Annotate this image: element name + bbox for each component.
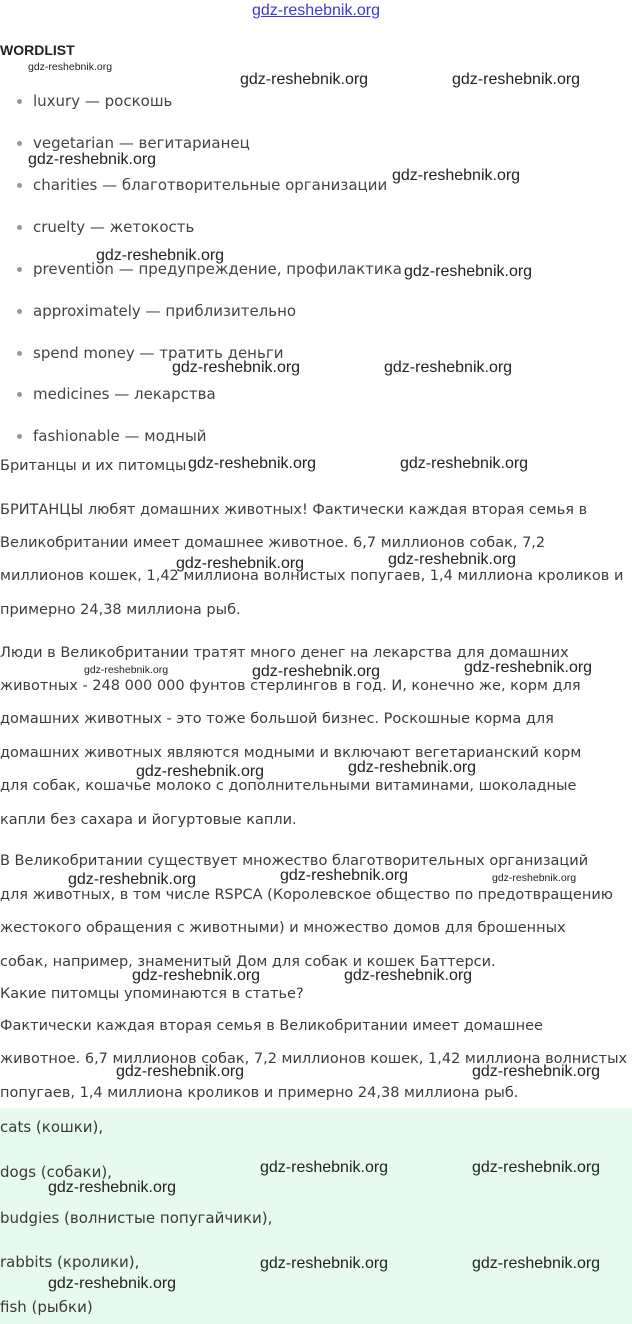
bullet-icon [17, 351, 22, 356]
article-title: Британцы и их питомцы [0, 458, 187, 474]
watermark: gdz-reshebnik.org [452, 71, 581, 88]
wordlist-item-text: charities — благотворительные организации [33, 176, 388, 194]
watermark: gdz-reshebnik.org [392, 167, 521, 184]
article-line: для собак, кошачье молоко с дополнительными витаминами, шоколадные [0, 778, 577, 794]
bullet-icon [17, 99, 22, 104]
article-line: капли без сахара и йогуртовые капли. [0, 812, 297, 828]
watermark: gdz-reshebnik.org [240, 71, 369, 88]
pet-item: budgies (волнистые попугайчики), [0, 1209, 273, 1227]
article-line: БРИТАНЦЫ любят домашних животных! Фактически каждая вторая семья в [0, 502, 588, 518]
answer-line: Фактически каждая вторая семья в Великобритании имеет домашнее [0, 1018, 543, 1034]
wordlist-item [17, 427, 207, 445]
watermark: gdz-reshebnik.org [348, 759, 477, 776]
article-line: для животных, в том числе RSPCA (Королевское общество по предотвращению [0, 887, 613, 903]
article-line: жестокого обращения с животными) и множество домов для брошенных [0, 920, 566, 936]
watermark: gdz-reshebnik.org [28, 151, 157, 168]
wordlist-item [17, 92, 172, 110]
article-line: домашних животных - это тоже большой бизнес. Роскошные корма для [0, 711, 554, 727]
watermark: gdz-reshebnik.org [84, 664, 169, 676]
watermark: gdz-reshebnik.org [136, 763, 265, 780]
pet-item: fish (рыбки) [0, 1298, 93, 1316]
watermark: gdz-reshebnik.org [48, 1179, 177, 1196]
wordlist-item [17, 385, 216, 403]
wordlist-item [17, 302, 296, 320]
watermark: gdz-reshebnik.org [384, 359, 513, 376]
watermark: gdz-reshebnik.org [492, 872, 577, 884]
article-line: миллионов кошек, 1,42 миллиона волнистых попугаев, 1,4 миллиона кроликов и [0, 568, 624, 584]
watermark: gdz-reshebnik.org [472, 1159, 601, 1176]
watermark: gdz-reshebnik.org [116, 1063, 245, 1080]
answer-line: попугаев, 1,4 миллиона кроликов и примерно 24,38 миллиона рыб. [0, 1085, 519, 1101]
pet-item: rabbits (кролики), [0, 1253, 140, 1271]
article-line: примерно 24,38 миллиона рыб. [0, 602, 241, 618]
watermark: gdz-reshebnik.org [464, 659, 593, 676]
wordlist-title: WORDLIST [0, 42, 75, 58]
watermark: gdz-reshebnik.org [472, 1063, 601, 1080]
watermark: gdz-reshebnik.org [344, 967, 473, 984]
watermark: gdz-reshebnik.org [260, 1255, 389, 1272]
wordlist-item [17, 176, 387, 194]
wordlist-item-text: medicines — лекарства [33, 385, 216, 403]
article-line: В Великобритании существует множество благотворительных организаций [0, 853, 589, 869]
watermark: gdz-reshebnik.org [388, 551, 517, 568]
pet-item: cats (кошки), [0, 1118, 104, 1136]
bullet-icon [17, 392, 22, 397]
answer-line: животное. 6,7 миллионов собак, 7,2 миллионов кошек, 1,42 миллиона волнистых [0, 1051, 628, 1067]
article-line: Великобритании имеет домашнее животное. 6,7 миллионов собак, 7,2 [0, 535, 546, 551]
article-line: Люди в Великобритании тратят много денег на лекарства для домашних [0, 645, 569, 661]
wordlist-item-text: fashionable — модный [33, 427, 207, 445]
watermark: gdz-reshebnik.org [188, 455, 317, 472]
watermark: gdz-reshebnik.org [132, 967, 261, 984]
wordlist-item-text: approximately — приблизительно [33, 302, 297, 320]
question-text: Какие питомцы упоминаются в статье? [0, 986, 304, 1002]
watermark: gdz-reshebnik.org [28, 61, 113, 73]
watermark: gdz-reshebnik.org [96, 247, 225, 264]
bullet-icon [17, 434, 22, 439]
watermark: gdz-reshebnik.org [68, 871, 197, 888]
wordlist-item-text: spend money — тратить деньги [33, 344, 284, 362]
bullet-icon [17, 309, 22, 314]
article-line: домашних животных являются модными и включают вегетарианский корм [0, 745, 582, 761]
wordlist-item-text: luxury — роскошь [33, 92, 173, 110]
bullet-icon [17, 225, 22, 230]
site-header-link[interactable]: gdz-reshebnik.org [251, 2, 381, 19]
wordlist-item-text: cruelty — жетокость [33, 218, 195, 236]
bullet-icon [17, 267, 22, 272]
wordlist-item-text: vegetarian — вегитарианец [33, 134, 250, 152]
pet-item: dogs (собаки), [0, 1163, 112, 1181]
watermark: gdz-reshebnik.org [400, 455, 529, 472]
wordlist-item [17, 218, 194, 236]
bullet-icon [17, 141, 22, 146]
watermark: gdz-reshebnik.org [48, 1275, 177, 1292]
article-line: животных - 248 000 000 фунтов стерлингов в год. И, конечно же, корм для [0, 678, 581, 694]
bullet-icon [17, 183, 22, 188]
article-line: собак, например, знаменитый Дом для собак и кошек Баттерси. [0, 954, 496, 970]
watermark: gdz-reshebnik.org [280, 867, 409, 884]
watermark: gdz-reshebnik.org [260, 1159, 389, 1176]
wordlist-item [17, 134, 250, 152]
watermark: gdz-reshebnik.org [404, 263, 533, 280]
watermark: gdz-reshebnik.org [176, 555, 305, 572]
watermark: gdz-reshebnik.org [172, 359, 301, 376]
watermark: gdz-reshebnik.org [472, 1255, 601, 1272]
wordlist-item-text: prevention — предупреждение, профилактика [33, 260, 402, 278]
watermark: gdz-reshebnik.org [252, 663, 381, 680]
